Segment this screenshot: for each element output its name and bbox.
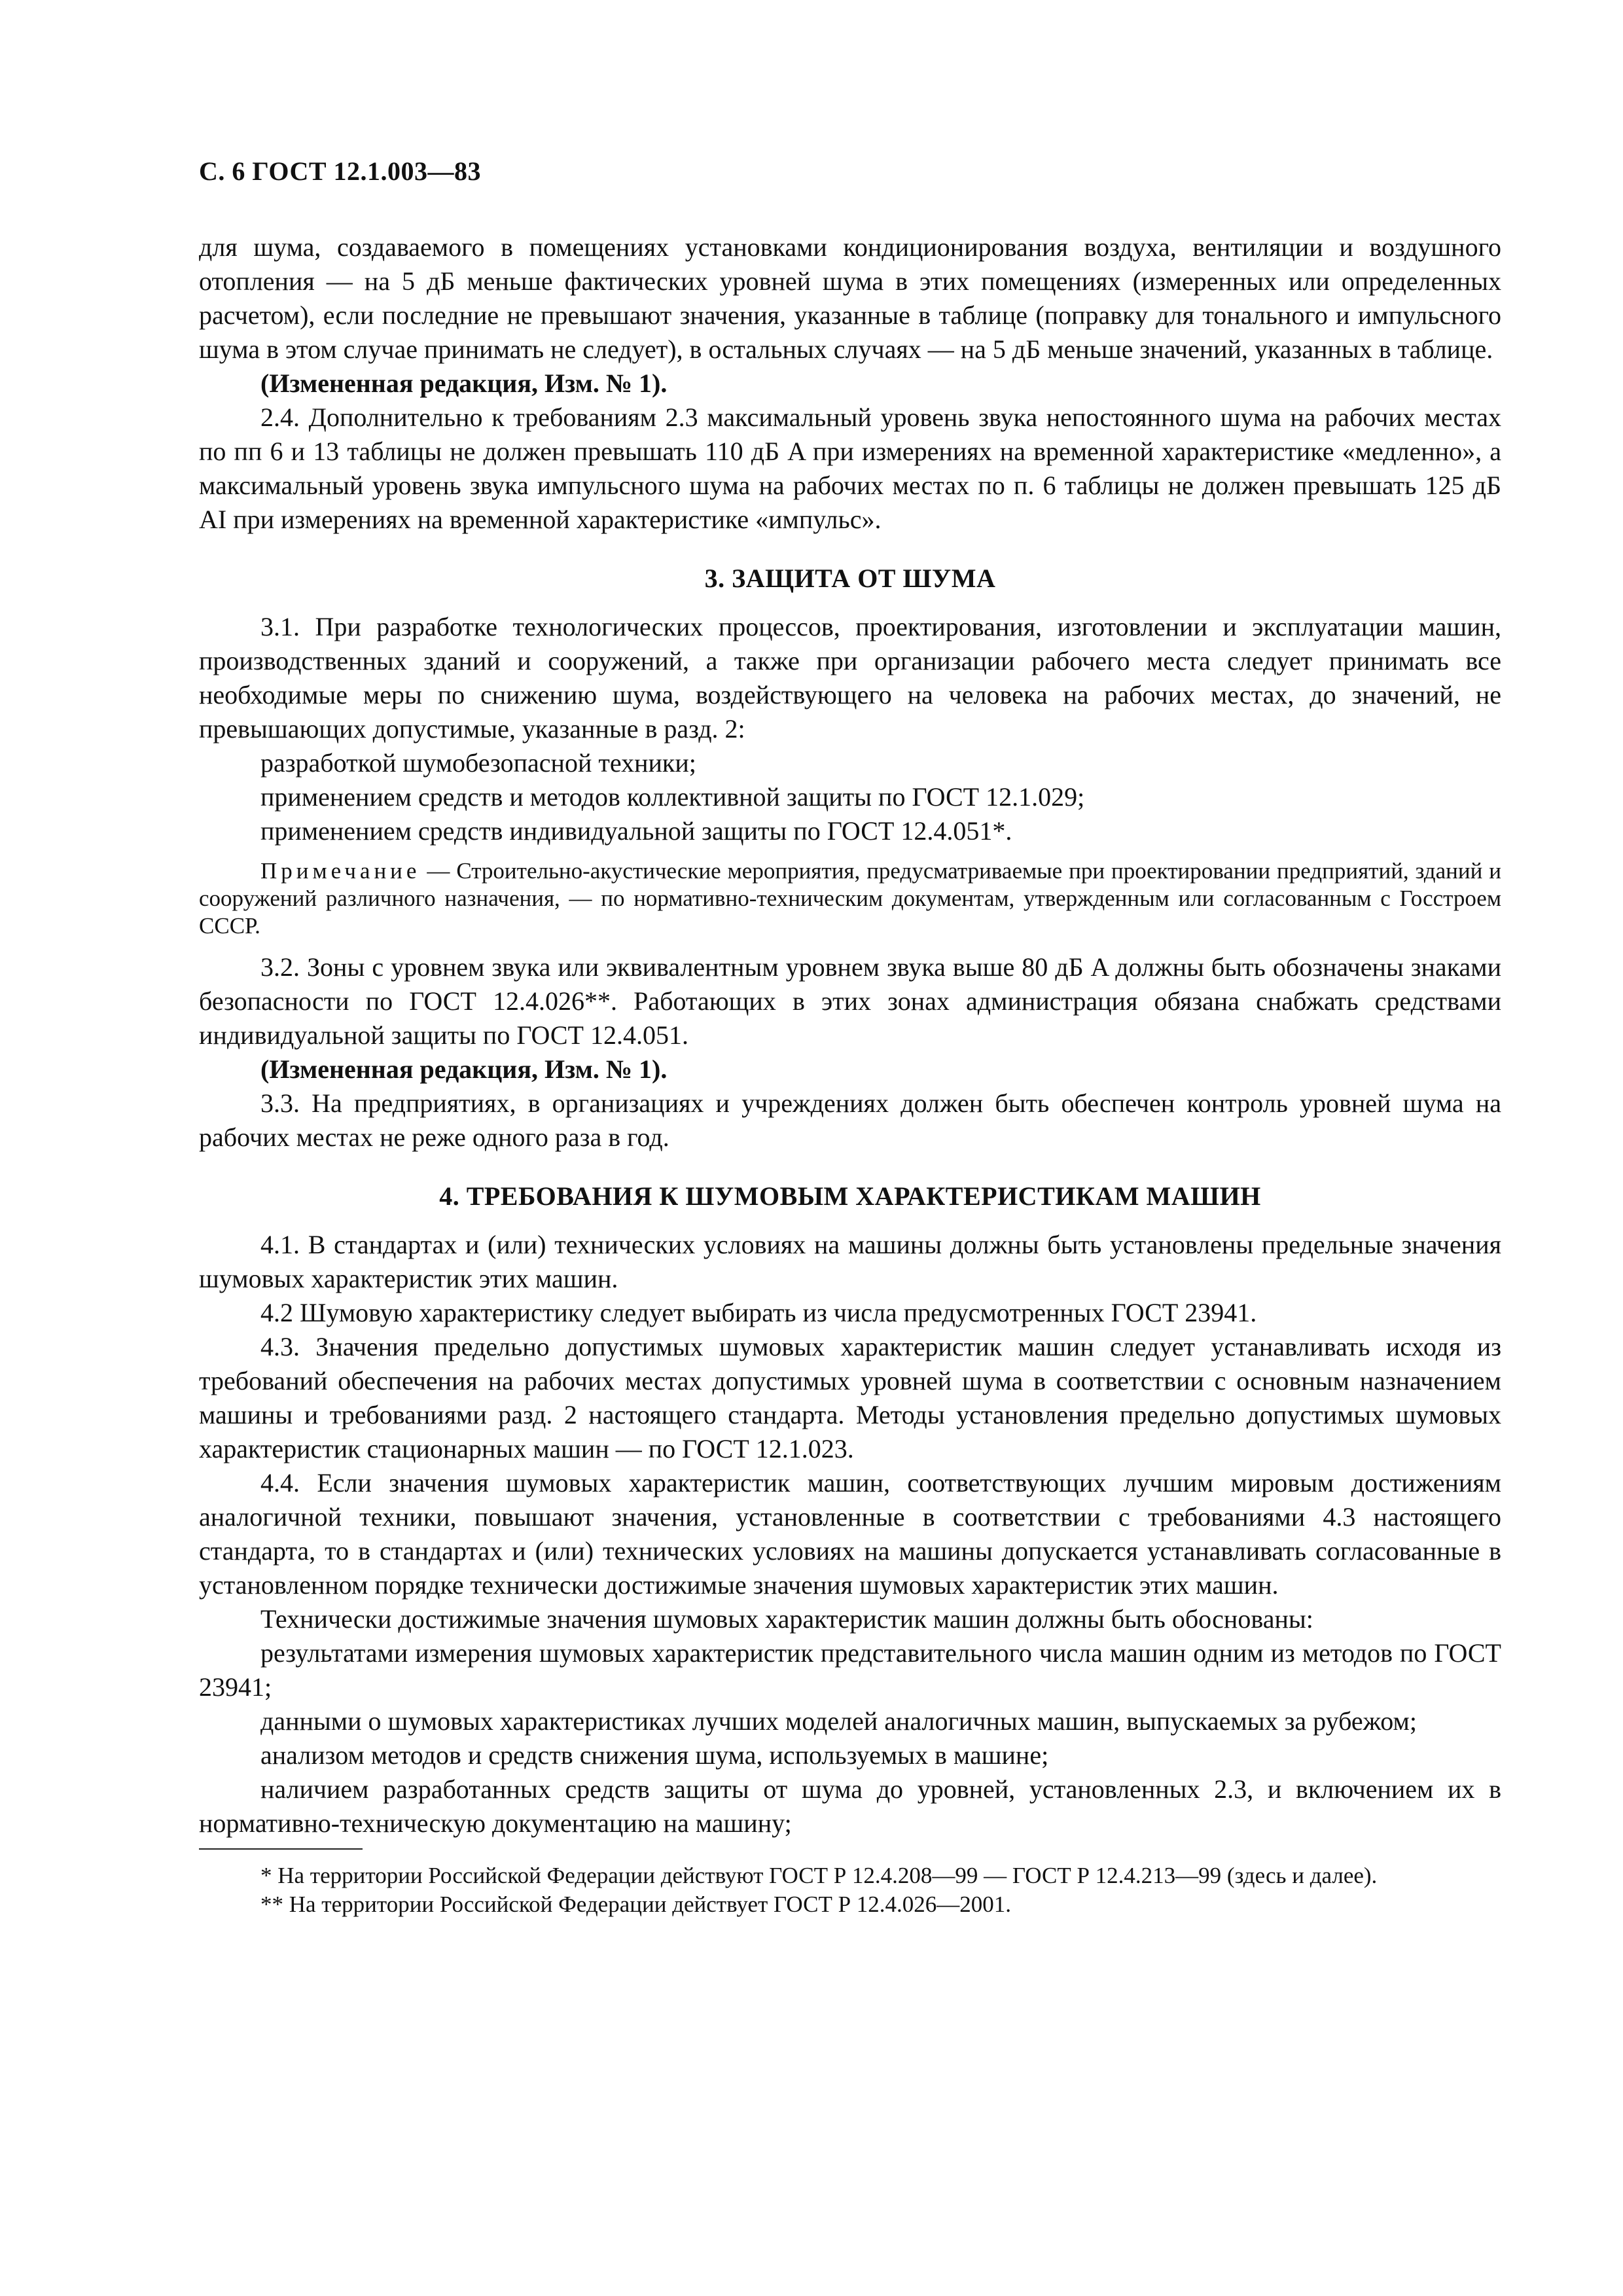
list-item: применением средств и методов коллективной защиты по ГОСТ 12.1.029;: [260, 782, 1085, 812]
clause-3-2: 3.2. Зоны с уровнем звука или эквивалентным уровнем звука выше 80 дБ A должны быть обозначены знаками безопасности по ГОСТ 12.4.026**. Работающих в этих зонах администрация обязана снабжать средствами индивидуальной защиты по ГОСТ 12.4.051.: [199, 952, 1501, 1050]
clause-4-3: 4.3. Значения предельно допустимых шумовых характеристик машин следует устанавливать исходя из требований обеспечения на рабочих местах допустимых уровней шума в соответствии с основным назначением машины и требованиями разд. 2 настоящего стандарта. Методы установления предельно допустимых шумовых характеристик стационарных машин — по ГОСТ 12.1.023.: [199, 1332, 1501, 1463]
clause-4-1: 4.1. В стандартах и (или) технических условиях на машины должны быть установлены предельные значения шумовых характеристик этих машин.: [199, 1230, 1501, 1293]
list-item: наличием разработанных средств защиты от шума до уровней, установленных 2.3, и включением их в нормативно-техническую документацию на машину;: [199, 1774, 1501, 1838]
clause-4-4: 4.4. Если значения шумовых характеристик машин, соответствующих лучшим мировым достижениям аналогичной техники, повышают значения, установленные в соответствии с требованиями 4.3 настоящего стандарта, то в стандартах и (или) технических условиях на машины допускается устанавливать согласованные в установленном порядке технически достижимые значения шумовых характеристик этих машин.: [199, 1468, 1501, 1600]
clause-2-4: 2.4. Дополнительно к требованиям 2.3 максимальный уровень звука непостоянного шума на рабочих местах по пп 6 и 13 таблицы не должен превышать 110 дБ A при измерениях на временной характеристике «медленно», а максимальный уровень звука импульсного шума на рабочих местах по п. 6 таблицы не должен превышать 125 дБ AI при измерениях на временной характеристике «импульс».: [199, 403, 1501, 534]
footnote: ** На территории Российской Федерации действует ГОСТ Р 12.4.026—2001.: [260, 1892, 1012, 1917]
page-header: С. 6 ГОСТ 12.1.003—83: [199, 156, 482, 186]
section-heading-4: 4. ТРЕБОВАНИЯ К ШУМОВЫМ ХАРАКТЕРИСТИКАМ МАШИН: [439, 1181, 1261, 1211]
footnote: * На территории Российской Федерации действуют ГОСТ Р 12.4.208—99 — ГОСТ Р 12.4.213—99 (здесь и далее).: [260, 1863, 1378, 1888]
list-item: применением средств индивидуальной защиты по ГОСТ 12.4.051*.: [260, 816, 1012, 846]
footnote-divider: [199, 1848, 363, 1850]
list-item: анализом методов и средств снижения шума, используемых в машине;: [260, 1740, 1049, 1770]
document-body: [199, 230, 1501, 1919]
list-item: данными о шумовых характеристиках лучших моделей аналогичных машин, выпускаемых за рубежом;: [260, 1706, 1417, 1736]
clause-3-1: 3.1. При разработке технологических процессов, проектирования, изготовлении и эксплуатации машин, производственных зданий и сооружений, а также при организации рабочего места следует принимать все необходимые меры по снижению шума, воздействующего на человека на рабочих местах, до значений, не превышающих допустимые, указанные в разд. 2:: [199, 612, 1501, 744]
clause-3-3: 3.3. На предприятиях, в организациях и учреждениях должен быть обеспечен контроль уровней шума на рабочих местах не реже одного раза в год.: [199, 1088, 1501, 1152]
note-text: — Строительно-акустические мероприятия, предусматриваемые при проектировании предприятий, зданий и сооружений различного назначения, — по нормативно-техническим документам, утвержденным или согласованным с Госстроем СССР.: [199, 858, 1501, 939]
note: [199, 857, 1501, 940]
note-label: Примечание: [260, 858, 421, 884]
amendment-note: (Измененная редакция, Изм. № 1).: [260, 368, 668, 398]
paragraph: Технически достижимые значения шумовых характеристик машин должны быть обоснованы:: [260, 1604, 1313, 1634]
section-heading-3: 3. ЗАЩИТА ОТ ШУМА: [704, 564, 996, 593]
amendment-note: (Измененная редакция, Изм. № 1).: [260, 1054, 668, 1084]
list-item: результатами измерения шумовых характеристик представительного числа машин одним из методов по ГОСТ 23941;: [199, 1638, 1501, 1702]
clause-4-2: 4.2 Шумовую характеристику следует выбирать из числа предусмотренных ГОСТ 23941.: [260, 1298, 1257, 1327]
paragraph: для шума, создаваемого в помещениях установками кондиционирования воздуха, вентиляции и воздушного отопления — на 5 дБ меньше фактических уровней шума в этих помещениях (измеренных или определенных расчетом), если последние не превышают значения, указанные в таблице (поправку для тонального и импульсного шума в этом случае принимать не следует), в остальных случаях — на 5 дБ меньше значений, указанных в таблице.: [199, 232, 1501, 364]
list-item: разработкой шумобезопасной техники;: [260, 748, 696, 778]
